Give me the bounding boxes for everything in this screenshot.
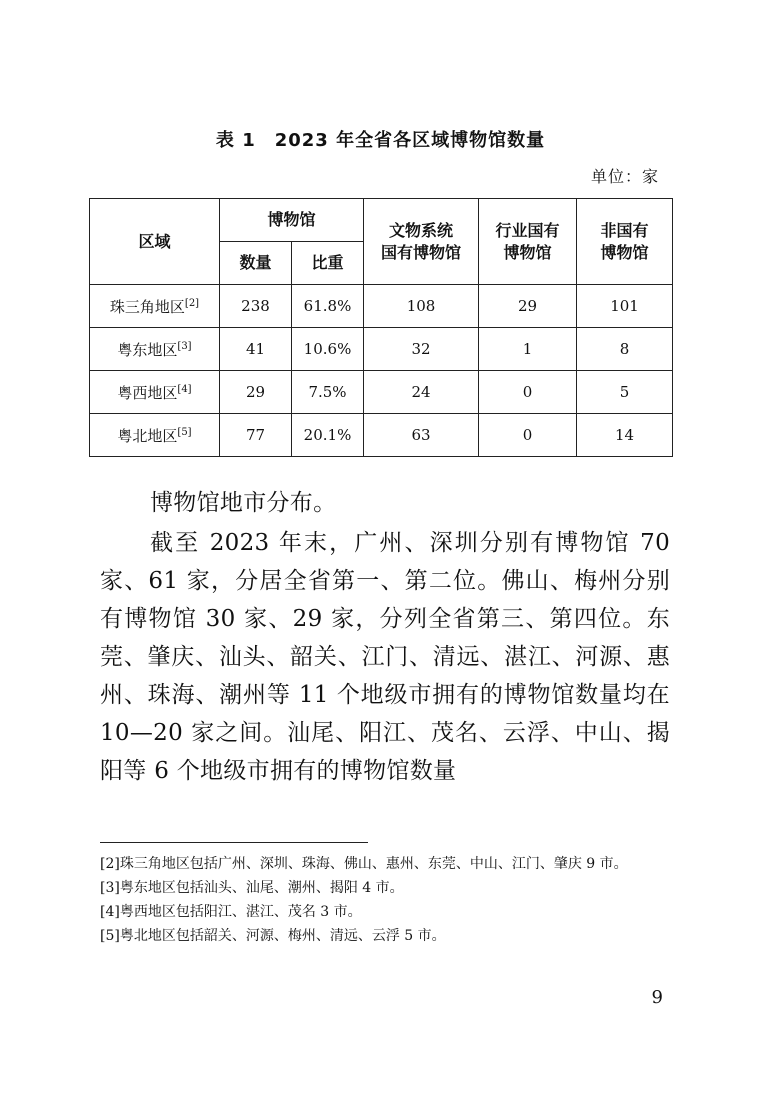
footnote-5: [5]粤北地区包括韶关、河源、梅州、清远、云浮 5 市。: [100, 928, 446, 944]
cell-ratio: 61.8%: [292, 285, 364, 328]
page-number: 9: [651, 987, 663, 1008]
header-cultural-relics: [364, 199, 479, 285]
cell-non-state: 14: [577, 414, 673, 457]
table-row: [90, 285, 673, 328]
footnote-2: [2]珠三角地区包括广州、深圳、珠海、佛山、惠州、东莞、中山、江门、肇庆 9 市。: [100, 856, 628, 872]
cell-industry: 1: [479, 328, 577, 371]
footnote-3: [3]粤东地区包括汕头、汕尾、潮州、揭阳 4 市。: [100, 880, 404, 896]
footnote-ref: [2]: [184, 297, 200, 309]
cell-cultural: 32: [364, 328, 479, 371]
table-title: 表 1 2023 年全省各区域博物馆数量: [215, 130, 546, 151]
header-museum: 博物馆: [220, 199, 364, 242]
cell-non-state: 8: [577, 328, 673, 371]
header-ratio: 比重: [292, 242, 364, 285]
footnote-ref: [3]: [177, 340, 192, 352]
footnote-ref: [4]: [177, 383, 192, 395]
cell-region: 粤东地区[3]: [90, 328, 220, 371]
cell-cultural: 24: [364, 371, 479, 414]
cell-region: 珠三角地区[2]: [90, 285, 220, 328]
cell-ratio: 20.1%: [292, 414, 364, 457]
cell-ratio: 7.5%: [292, 371, 364, 414]
footnote-ref: [5]: [177, 426, 192, 438]
cell-cultural: 63: [364, 414, 479, 457]
cell-count: 77: [220, 414, 292, 457]
cell-non-state: 5: [577, 371, 673, 414]
cell-industry: 29: [479, 285, 577, 328]
cell-count: 29: [220, 371, 292, 414]
cell-cultural: 108: [364, 285, 479, 328]
header-non-state-line2: 博物馆: [600, 242, 649, 262]
header-region: 区域: [90, 199, 220, 285]
cell-industry: 0: [479, 371, 577, 414]
header-cultural-relics-line2: 国有博物馆: [381, 242, 462, 262]
table-row: [90, 328, 673, 371]
header-non-state-line1: 非国有: [600, 220, 649, 240]
header-cultural-relics-line1: 文物系统: [389, 220, 454, 240]
museum-count-table: [89, 198, 673, 457]
footnotes: [100, 852, 665, 948]
section-heading: 博物馆地市分布。: [150, 490, 337, 516]
header-industry-line1: 行业国有: [495, 220, 560, 240]
header-non-state: [577, 199, 673, 285]
cell-non-state: 101: [577, 285, 673, 328]
table-row: [90, 414, 673, 457]
footnote-4: [4]粤西地区包括阳江、湛江、茂名 3 市。: [100, 904, 362, 920]
cell-industry: 0: [479, 414, 577, 457]
cell-region: 粤西地区[4]: [90, 371, 220, 414]
header-industry-line2: 博物馆: [503, 242, 552, 262]
cell-region: 粤北地区[5]: [90, 414, 220, 457]
table-header-row: [90, 199, 673, 242]
unit-label: 单位：家: [590, 167, 659, 186]
footnote-divider: [100, 842, 368, 843]
header-count: 数量: [220, 242, 292, 285]
cell-count: 41: [220, 328, 292, 371]
body-paragraph: 截至 2023 年末，广州、深圳分别有博物馆 70 家、61 家，分居全省第一、第二位。佛山、梅州分别有博物馆 30 家、29 家，分列全省第三、第四位。东莞、肇庆、汕头、韶关、江门、清远、湛江、河源、惠州、珠海、潮州等 11 个地级市拥有的博物馆数量均在 10—20 家之间。汕尾、阳江、茂名、云浮、中山、揭阳等 6 个地级市拥有的博物馆数量: [100, 530, 670, 784]
cell-count: 238: [220, 285, 292, 328]
table-row: [90, 371, 673, 414]
header-industry: [479, 199, 577, 285]
cell-ratio: 10.6%: [292, 328, 364, 371]
